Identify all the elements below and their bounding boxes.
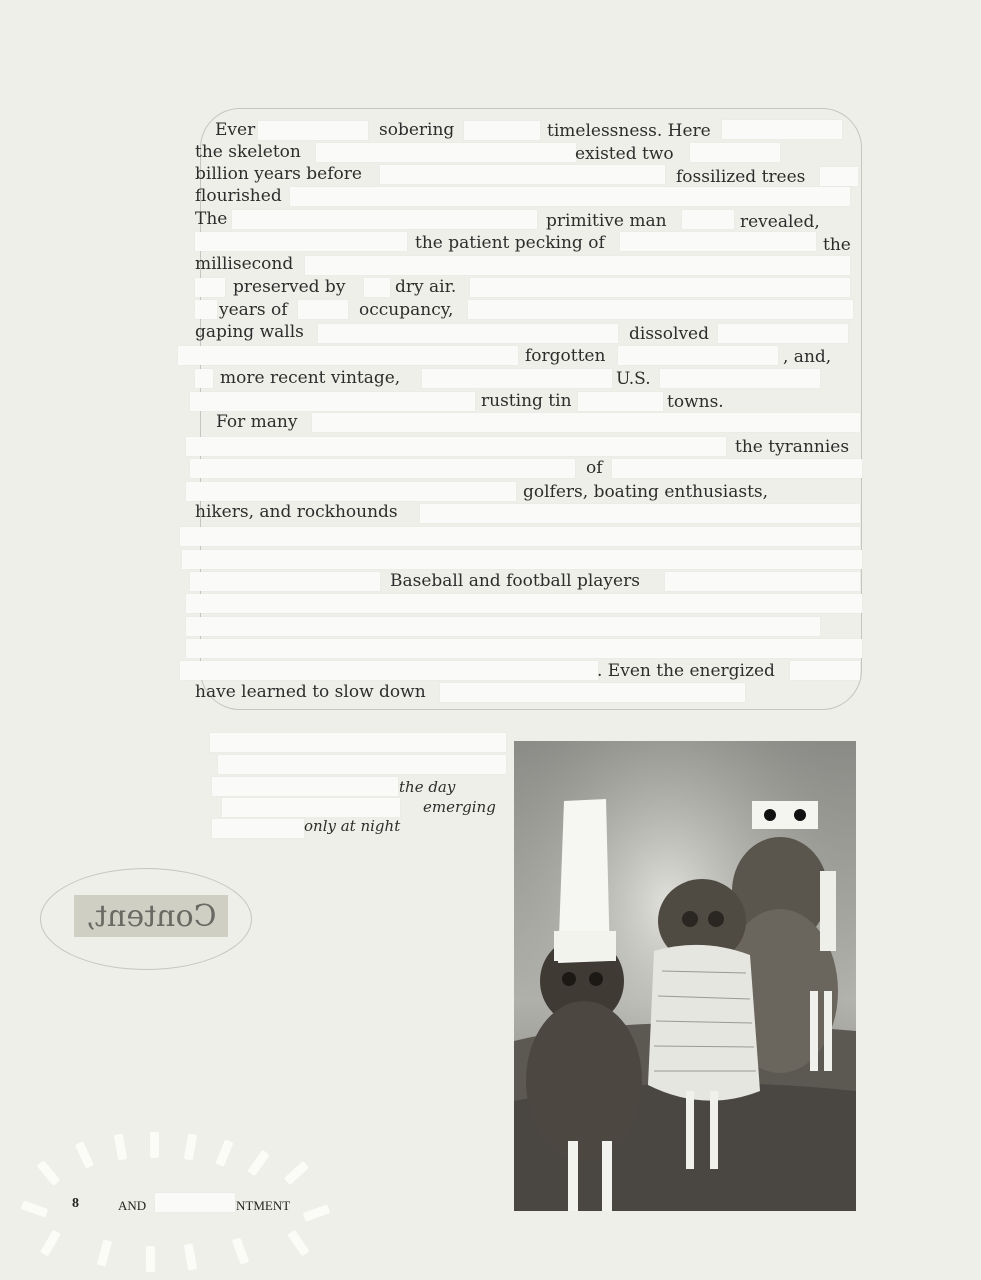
caption-word: only at night [304, 817, 401, 835]
page-number: 8 [72, 1196, 79, 1211]
owl-collage-photo [514, 741, 856, 1211]
word: have learned to slow down [195, 682, 426, 702]
word: preserved by [233, 277, 346, 297]
word: dissolved [629, 324, 709, 344]
word: , and, [783, 347, 832, 367]
word: dry air. [395, 277, 457, 297]
stamp-text: Content, [85, 898, 217, 934]
owls-illustration [514, 741, 856, 1211]
word: the patient pecking of [415, 233, 605, 253]
word: Baseball and football players [390, 571, 640, 591]
running-head-right: NTMENT [236, 1198, 291, 1213]
word: existed two [575, 144, 674, 164]
running-head-left: AND [118, 1198, 147, 1213]
word: of [586, 458, 603, 478]
word: rusting tin [481, 391, 572, 411]
word: the tyrannies [735, 437, 850, 457]
word: millisecond [195, 254, 294, 274]
word: U.S. [616, 369, 651, 389]
word: towns. [667, 392, 724, 412]
word: gaping walls [195, 322, 304, 342]
word: more recent vintage, [220, 368, 401, 388]
word: revealed, [740, 212, 820, 232]
word: flourished [195, 186, 282, 206]
word: golfers, boating enthusiasts, [523, 482, 769, 502]
word: the skeleton [195, 142, 301, 162]
word: sobering [379, 120, 455, 140]
caption-word: emerging [423, 798, 496, 816]
word: primitive man [546, 211, 667, 231]
word: years of [219, 300, 288, 320]
caption-word: the day [399, 778, 456, 796]
word: For many [216, 412, 298, 432]
word: occupancy, [359, 300, 454, 320]
word: The [195, 209, 228, 229]
word: timelessness. Here [547, 121, 711, 141]
word: hikers, and rockhounds [195, 502, 398, 522]
word: . Even the energized [597, 661, 775, 681]
word: the [823, 235, 851, 255]
word: Ever [215, 120, 256, 140]
word: billion years before [195, 164, 362, 184]
mirrored-content-stamp [74, 895, 228, 937]
word: forgotten [525, 346, 606, 366]
word: fossilized trees [676, 167, 806, 187]
